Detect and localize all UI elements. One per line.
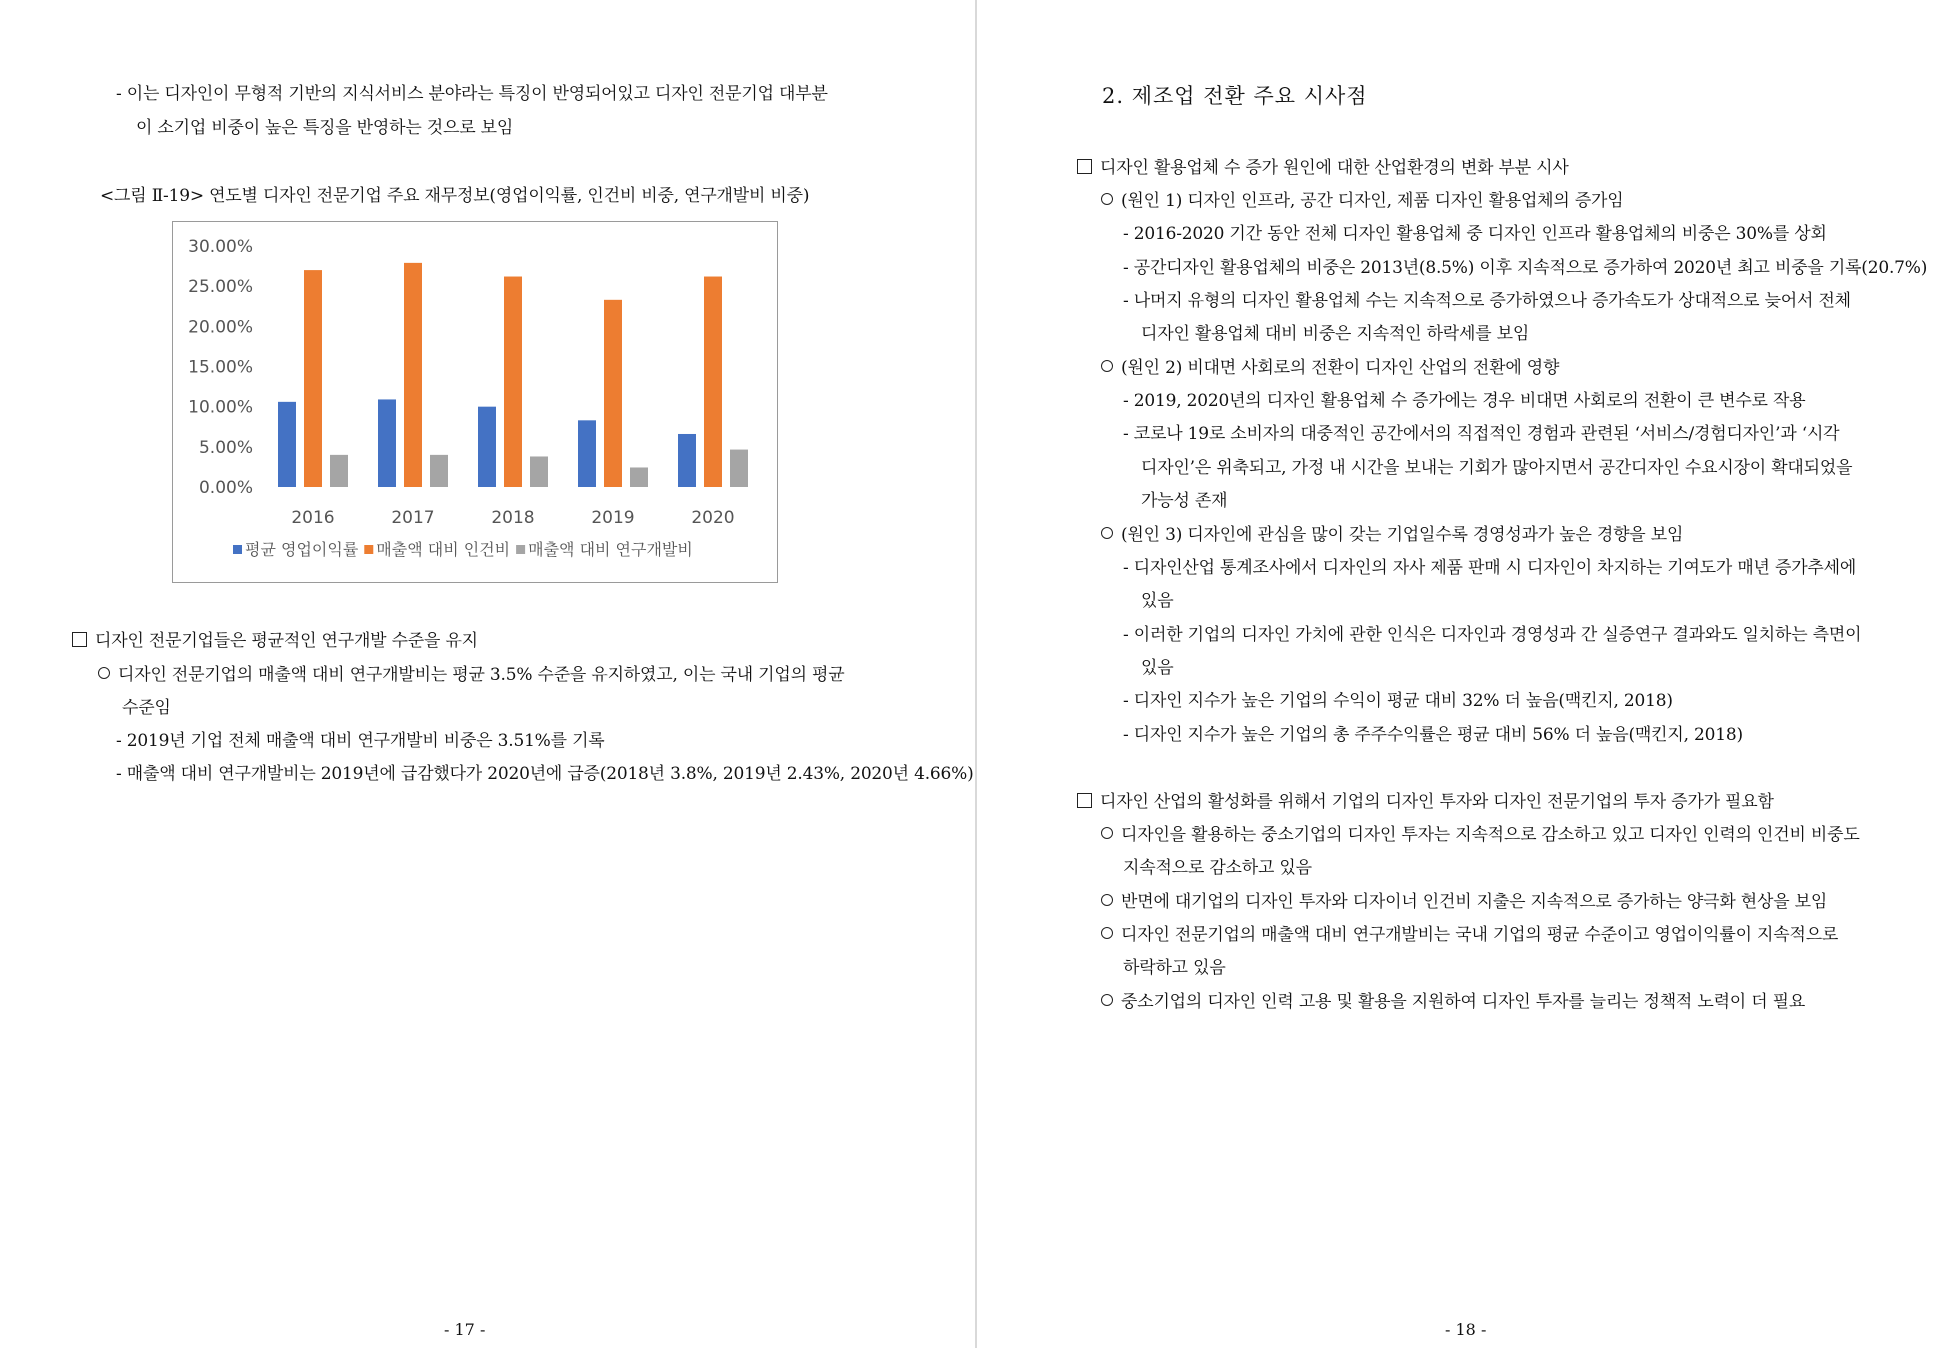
intro-line-2: 이 소기업 비중이 높은 특징을 반영하는 것으로 보임: [136, 118, 514, 138]
bar: [630, 467, 648, 487]
page-number-left: - 17 -: [444, 1320, 486, 1339]
box-item-2: [1077, 791, 1774, 813]
bar: [478, 407, 496, 487]
cause-3-dash-3: - 디자인 지수가 높은 기업의 수익이 평균 대비 32% 더 높음(맥킨지, 2018): [1123, 691, 1673, 711]
cause-1-dash-1: - 2016-2020 기간 동안 전체 디자인 활용업체 중 디자인 인프라 활용업체의 비중은 30%를 상회: [1123, 224, 1827, 244]
intro-line-1: - 이는 디자인이 무형적 기반의 지식서비스 분야라는 특징이 반영되어있고 디자인 전문기업 대부분: [116, 84, 828, 104]
x-tick-label: 2019: [591, 508, 635, 528]
bar: [378, 399, 396, 487]
y-tick-label: 0.00%: [198, 478, 253, 498]
circle-bullet-icon: [1101, 927, 1113, 939]
cause-2-dash-2: - 코로나 19로 소비자의 대중적인 공간에서의 직접적인 경험과 관련된 ‘서비스/경험디자인’과 ‘시각: [1123, 424, 1840, 444]
section-box-text: 디자인 전문기업들은 평균적인 연구개발 수준을 유지: [95, 631, 478, 651]
cause-1-dash-2: - 공간디자인 활용업체의 비중은 2013년(8.5%) 이후 지속적으로 증가하여 2020년 최고 비중을 기록(20.7%): [1123, 258, 1928, 278]
box-2-circle-4-text: 중소기업의 디자인 인력 고용 및 활용을 지원하여 디자인 투자를 늘리는 정책적 노력이 더 필요: [1121, 992, 1806, 1012]
cause-3-dash-2-cont: 있음: [1141, 658, 1174, 678]
section-dash-2: - 매출액 대비 연구개발비는 2019년에 급감했다가 2020년에 급증(2018년 3.8%, 2019년 2.43%, 2020년 4.66%): [116, 764, 974, 784]
y-tick-label: 15.00%: [188, 357, 253, 378]
bar: [504, 277, 522, 487]
legend-swatch: [516, 545, 525, 554]
legend-swatch: [364, 545, 373, 554]
box-item-2-text: 디자인 산업의 활성화를 위해서 기업의 디자인 투자와 디자인 전문기업의 투자 증가가 필요함: [1100, 792, 1774, 812]
cause-1-dash-3: - 나머지 유형의 디자인 활용업체 수는 지속적으로 증가하였으나 증가속도가 상대적으로 늦어서 전체: [1123, 291, 1851, 311]
box-2-circle-2: [1101, 891, 1827, 913]
cause-3-dash-1-cont: 있음: [1141, 591, 1174, 611]
section-circle-text: 디자인 전문기업의 매출액 대비 연구개발비는 평균 3.5% 수준을 유지하였고, 이는 국내 기업의 평균: [118, 665, 845, 685]
section-box-item: [72, 630, 478, 652]
box-2-circle-1-cont: 지속적으로 감소하고 있음: [1123, 858, 1312, 878]
bar: [730, 450, 748, 487]
square-bullet-icon: [72, 632, 87, 647]
x-tick-label: 2016: [291, 508, 335, 528]
box-2-circle-3-text: 디자인 전문기업의 매출액 대비 연구개발비는 국내 기업의 평균 수준이고 영업이익률이 지속적으로: [1121, 925, 1839, 945]
circle-bullet-icon: [1101, 527, 1113, 539]
y-tick-label: 25.00%: [188, 277, 253, 298]
x-tick-label: 2020: [691, 508, 735, 528]
legend-label: 매출액 대비 연구개발비: [528, 540, 693, 559]
bar: [678, 434, 696, 487]
legend-label: 매출액 대비 인건비: [376, 540, 511, 559]
y-tick-label: 20.00%: [188, 317, 253, 338]
cause-3-dash-4: - 디자인 지수가 높은 기업의 총 주주수익률은 평균 대비 56% 더 높음(맥킨지, 2018): [1123, 725, 1743, 745]
box-2-circle-1: [1101, 824, 1860, 846]
circle-bullet-icon: [1101, 894, 1113, 906]
bar: [578, 420, 596, 487]
financial-bar-chart: [172, 221, 778, 583]
box-2-circle-2-text: 반면에 대기업의 디자인 투자와 디자이너 인건비 지출은 지속적으로 증가하는 양극화 현상을 보임: [1121, 892, 1828, 912]
section-dash-1: - 2019년 기업 전체 매출액 대비 연구개발비 비중은 3.51%를 기록: [116, 731, 605, 751]
bar: [704, 277, 722, 487]
x-tick-label: 2018: [491, 508, 535, 528]
bar: [604, 300, 622, 487]
bar: [278, 402, 296, 487]
box-2-circle-3: [1101, 924, 1838, 946]
section-heading: 2. 제조업 전환 주요 시사점: [1102, 84, 1368, 108]
square-bullet-icon: [1077, 159, 1092, 174]
legend-label: 평균 영업이익률: [245, 540, 359, 559]
cause-2-dash-1: - 2019, 2020년의 디자인 활용업체 수 증가에는 경우 비대면 사회로의 전환이 큰 변수로 작용: [1123, 391, 1806, 411]
legend-swatch: [233, 545, 242, 554]
box-item-1: [1077, 157, 1569, 179]
cause-1-dash-3-cont: 디자인 활용업체 대비 비중은 지속적인 하락세를 보임: [1141, 324, 1530, 344]
chart-canvas: [173, 222, 777, 582]
bar: [430, 455, 448, 487]
circle-bullet-icon: [1101, 827, 1113, 839]
cause-3-dash-1: - 디자인산업 통계조사에서 디자인의 자사 제품 판매 시 디자인이 차지하는 기여도가 매년 증가추세에: [1123, 558, 1857, 578]
section-circle-item: [98, 664, 844, 686]
bar: [304, 270, 322, 487]
page-number-right: - 18 -: [1445, 1320, 1487, 1339]
page-18: [977, 0, 1945, 1348]
cause-1: [1101, 190, 1624, 212]
y-tick-label: 10.00%: [188, 397, 253, 418]
cause-3-dash-2: - 이러한 기업의 디자인 가치에 관한 인식은 디자인과 경영성과 간 실증연구 결과와도 일치하는 측면이: [1123, 625, 1862, 645]
circle-bullet-icon: [1101, 193, 1113, 205]
bar: [404, 263, 422, 487]
x-tick-label: 2017: [391, 508, 435, 528]
bar: [330, 455, 348, 487]
section-circle-text-cont: 수준임: [122, 698, 171, 718]
cause-2: [1101, 357, 1559, 379]
figure-caption: <그림 Ⅱ-19> 연도별 디자인 전문기업 주요 재무정보(영업이익률, 인건비 비중, 연구개발비 비중): [100, 186, 810, 206]
circle-bullet-icon: [1101, 360, 1113, 372]
circle-bullet-icon: [1101, 994, 1113, 1006]
y-tick-label: 30.00%: [188, 237, 253, 257]
cause-2-text: (원인 2) 비대면 사회로의 전환이 디자인 산업의 전환에 영향: [1121, 358, 1560, 378]
cause-2-dash-2-cont-1: 디자인’은 위축되고, 가정 내 시간을 보내는 기회가 많아지면서 공간디자인 수요시장이 확대되었을: [1141, 458, 1853, 478]
cause-2-dash-2-cont-2: 가능성 존재: [1141, 491, 1228, 511]
cause-3-text: (원인 3) 디자인에 관심을 많이 갖는 기업일수록 경영성과가 높은 경향을 보임: [1121, 525, 1684, 545]
square-bullet-icon: [1077, 793, 1092, 808]
box-2-circle-3-cont: 하락하고 있음: [1123, 958, 1226, 978]
y-tick-label: 5.00%: [198, 437, 253, 458]
box-2-circle-1-text: 디자인을 활용하는 중소기업의 디자인 투자는 지속적으로 감소하고 있고 디자인 인력의 인건비 비중도: [1121, 825, 1860, 845]
cause-1-text: (원인 1) 디자인 인프라, 공간 디자인, 제품 디자인 활용업체의 증가임: [1121, 191, 1624, 211]
box-item-1-text: 디자인 활용업체 수 증가 원인에 대한 산업환경의 변화 부분 시사: [1100, 158, 1569, 178]
cause-3: [1101, 524, 1683, 546]
bar: [530, 456, 548, 487]
box-2-circle-4: [1101, 991, 1805, 1013]
circle-bullet-icon: [98, 667, 110, 679]
